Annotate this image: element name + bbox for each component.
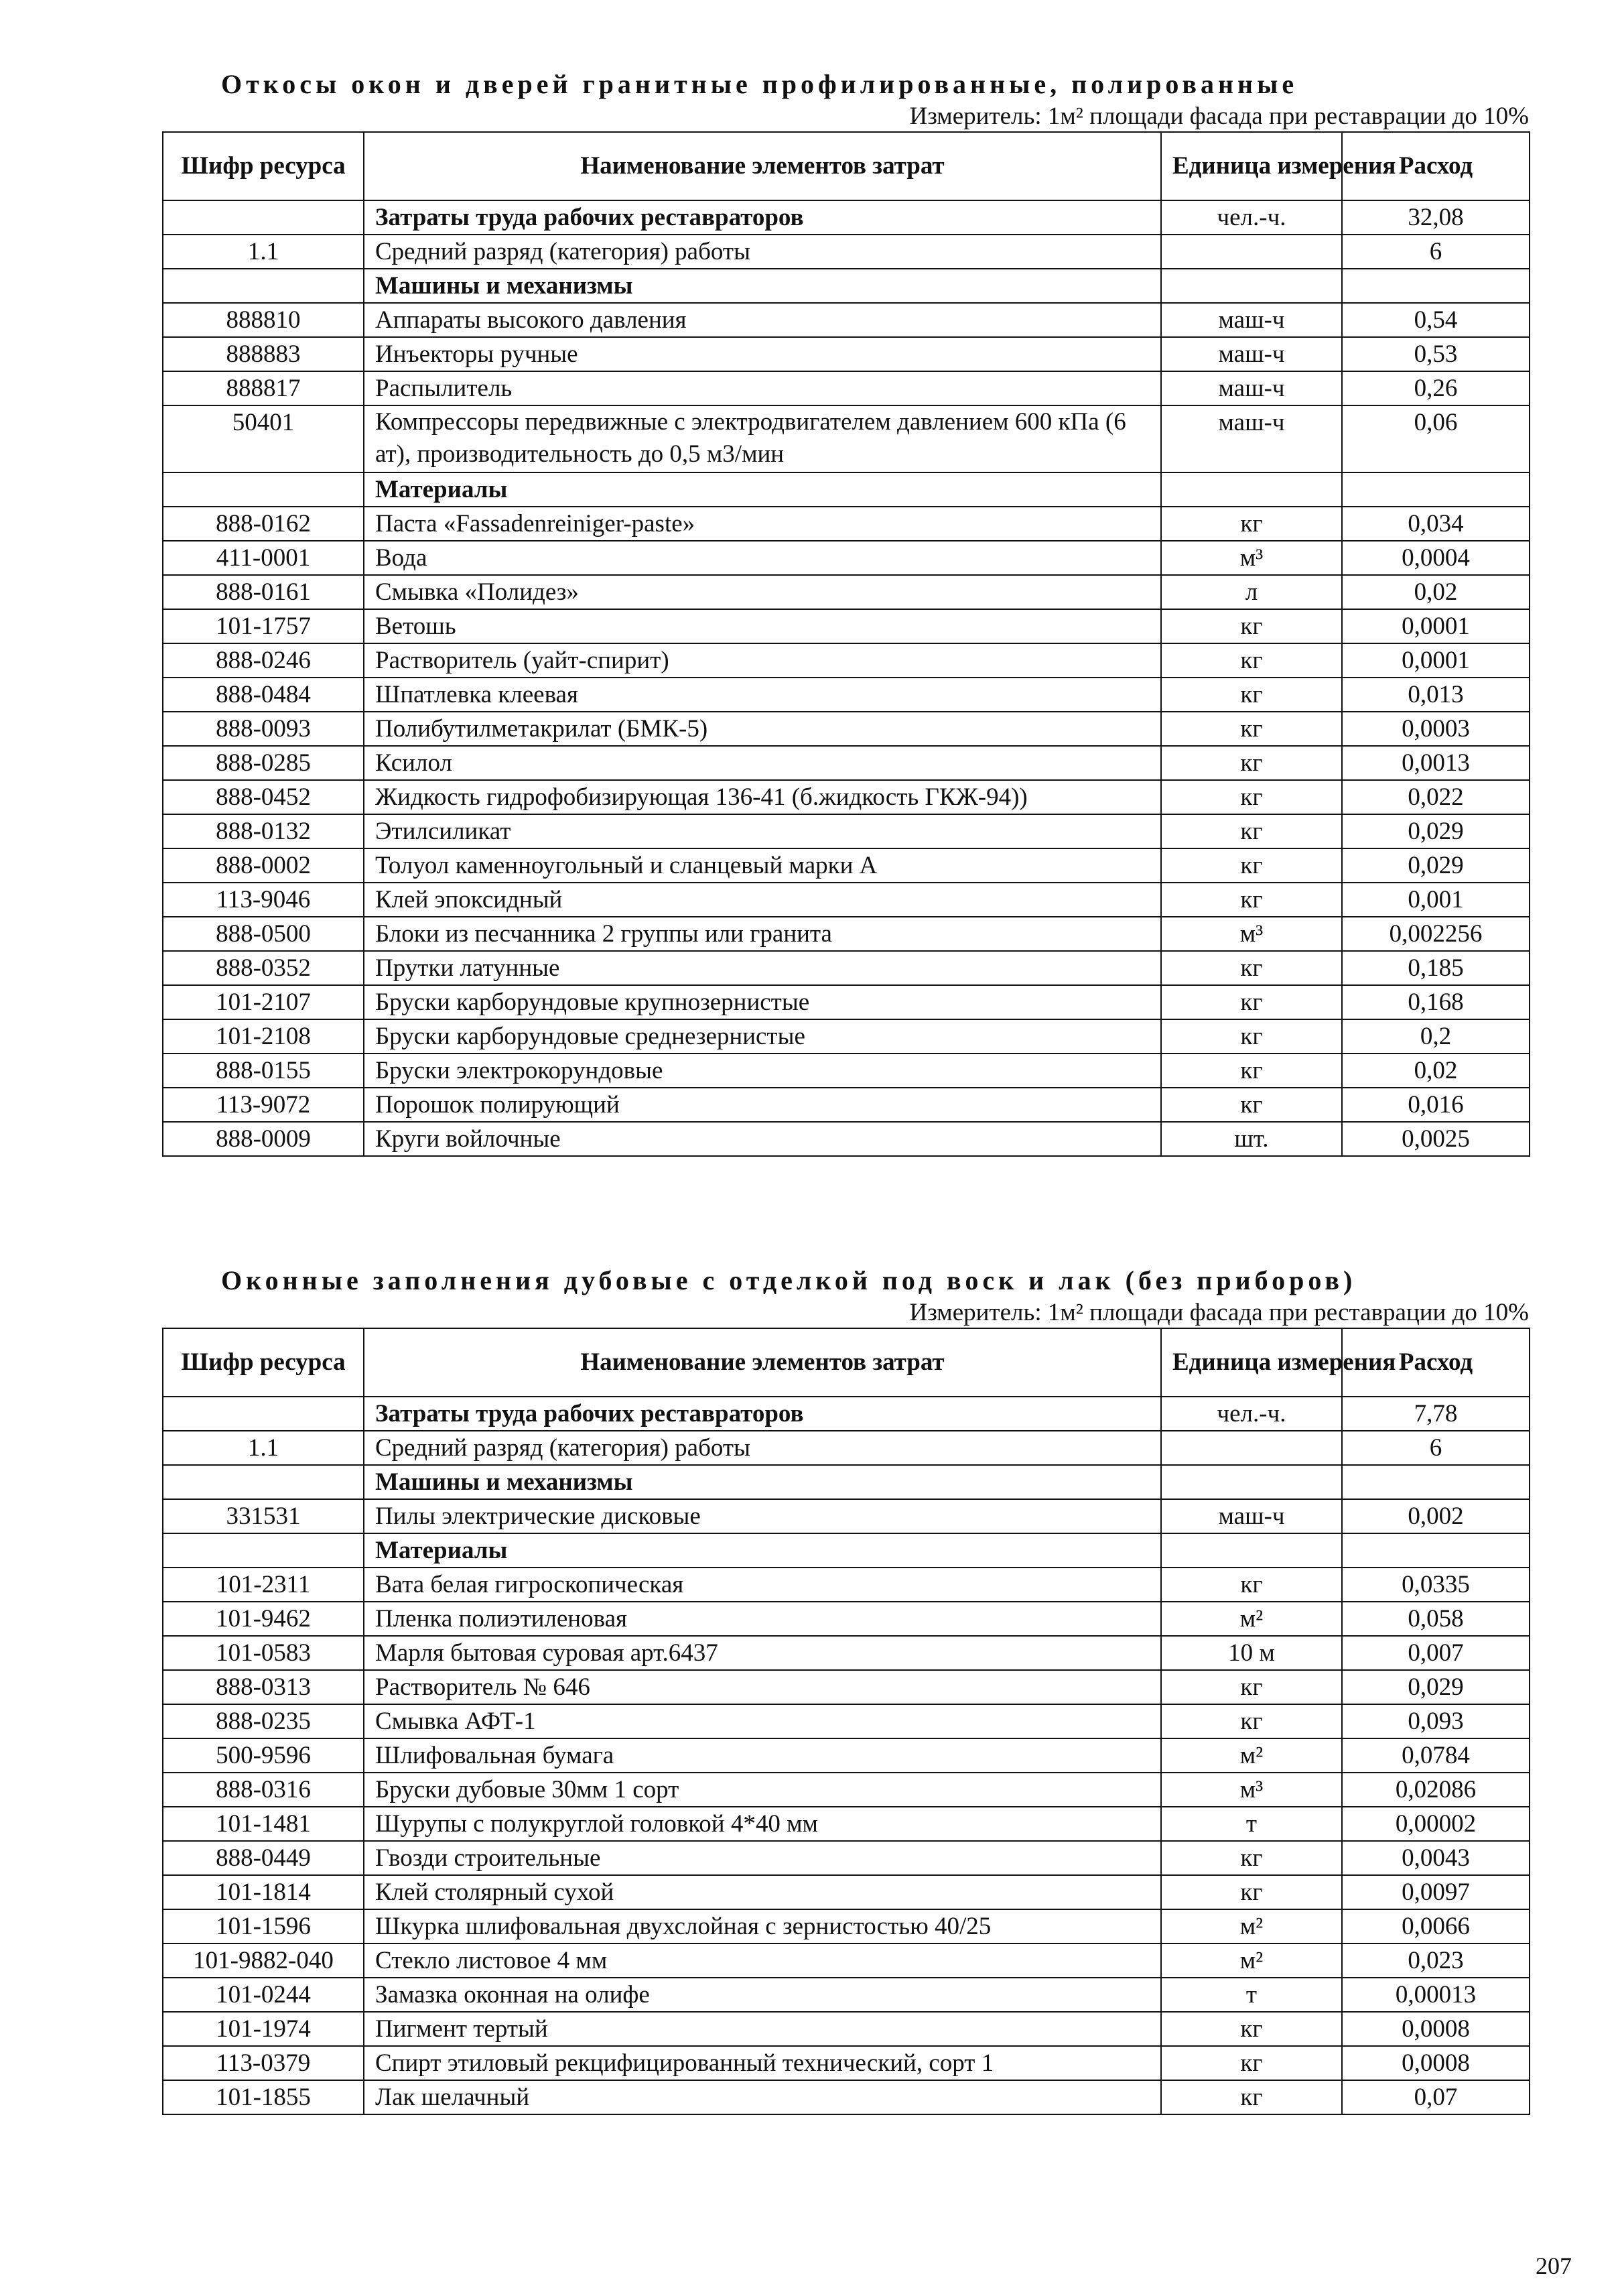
measure-unit-note: Измеритель: 1м² площади фасада при реставрации до 10% [909,103,1529,130]
resource-name-cell: Полибутилметакрилат (БМК-5) [364,712,1161,746]
resource-name-cell: Машины и механизмы [364,1465,1161,1499]
consumption-cell: 0,0066 [1342,1909,1530,1943]
unit-cell [1161,1431,1342,1465]
consumption-cell: 0,058 [1342,1602,1530,1636]
resource-name-cell: Бруски карборундовые крупнозернистые [364,985,1161,1019]
table-row [163,1054,1530,1088]
resource-code-cell: 411-0001 [163,541,364,575]
consumption-cell [1342,1465,1530,1499]
consumption-cell: 0,0335 [1342,1568,1530,1602]
resource-name-cell: Затраты труда рабочих реставраторов [364,1397,1161,1431]
unit-cell: кг [1161,746,1342,780]
section-oak-window-fillings [162,1263,1529,2115]
resource-name-cell: Ксилол [364,746,1161,780]
unit-cell: кг [1161,1704,1342,1738]
page-number: 207 [1536,2252,1572,2279]
table-row [163,1670,1530,1704]
resource-name-cell: Этилсиликат [364,814,1161,848]
unit-cell: м³ [1161,1773,1342,1807]
table-row [163,712,1530,746]
table-row [163,303,1530,337]
table-row [163,1978,1530,2012]
resource-name-cell: Шурупы с полукруглой головкой 4*40 мм [364,1807,1161,1841]
table-header-row [163,132,1530,200]
table-row [163,883,1530,917]
resource-name-cell: Лак шелачный [364,2080,1161,2114]
unit-cell: кг [1161,1670,1342,1704]
resource-code-cell: 888-0155 [163,1054,364,1088]
resource-name-cell: Стекло листовое 4 мм [364,1943,1161,1978]
resource-code-cell: 101-1757 [163,609,364,643]
consumption-cell: 0,093 [1342,1704,1530,1738]
consumption-cell: 0,0008 [1342,2012,1530,2046]
table-row [163,643,1530,678]
table-row [163,200,1530,235]
unit-cell: кг [1161,609,1342,643]
unit-cell [1161,235,1342,269]
unit-cell: кг [1161,1841,1342,1875]
table-row [163,1533,1530,1568]
resource-code-cell: 1.1 [163,1431,364,1465]
consumption-cell: 0,06 [1342,405,1530,472]
consumption-cell: 0,2 [1342,1019,1530,1054]
resource-code-cell: 888-0484 [163,678,364,712]
resource-code-cell: 888-0500 [163,917,364,951]
consumption-cell: 0,02 [1342,575,1530,609]
resource-name-cell: Жидкость гидрофобизирующая 136-41 (б.жидкость ГКЖ-94)) [364,780,1161,814]
table-row [163,848,1530,883]
table-row [163,1122,1530,1156]
resource-name-cell: Гвозди строительные [364,1841,1161,1875]
table-header-row [163,1328,1530,1397]
resource-name-cell: Аппараты высокого давления [364,303,1161,337]
consumption-cell: 0,0013 [1342,746,1530,780]
table-row [163,1568,1530,1602]
consumption-cell: 0,53 [1342,337,1530,371]
resource-code-cell: 1.1 [163,235,364,269]
resource-name-cell: Затраты труда рабочих реставраторов [364,200,1161,235]
resource-code-cell: 113-9072 [163,1088,364,1122]
resource-code-cell [163,269,364,303]
unit-cell: кг [1161,2012,1342,2046]
consumption-cell: 0,02 [1342,1054,1530,1088]
table-row [163,472,1530,507]
consumption-cell: 0,0025 [1342,1122,1530,1156]
resource-code-cell: 101-2108 [163,1019,364,1054]
resource-code-cell: 101-1481 [163,1807,364,1841]
unit-cell: м² [1161,1738,1342,1773]
resource-name-cell: Растворитель № 646 [364,1670,1161,1704]
consumption-cell: 0,00002 [1342,1807,1530,1841]
resource-table [162,131,1530,1157]
consumption-cell: 0,0043 [1342,1841,1530,1875]
consumption-cell: 0,029 [1342,848,1530,883]
unit-cell: кг [1161,848,1342,883]
table-row [163,1431,1530,1465]
consumption-cell: 7,78 [1342,1397,1530,1431]
unit-cell: кг [1161,643,1342,678]
table-row [163,814,1530,848]
table-row [163,575,1530,609]
table-row [163,235,1530,269]
consumption-cell: 0,0784 [1342,1738,1530,1773]
resource-name-cell: Компрессоры передвижные с электродвигателем давлением 600 кПа (6 ат), производительность до 0,5 м3/мин [364,405,1161,472]
unit-cell: чел.-ч. [1161,1397,1342,1431]
table-row [163,1019,1530,1054]
unit-cell: кг [1161,985,1342,1019]
resource-name-cell: Смывка «Полидез» [364,575,1161,609]
table-row [163,917,1530,951]
table-row [163,609,1530,643]
resource-code-cell: 113-9046 [163,883,364,917]
table-row [163,951,1530,985]
resource-table [162,1328,1530,2115]
table-row [163,1499,1530,1533]
unit-cell [1161,472,1342,507]
table-row [163,1875,1530,1909]
resource-name-cell: Шкурка шлифовальная двухслойная с зернистостью 40/25 [364,1909,1161,1943]
resource-code-cell: 331531 [163,1499,364,1533]
consumption-cell: 0,0003 [1342,712,1530,746]
unit-cell: чел.-ч. [1161,200,1342,235]
table-row [163,371,1530,405]
consumption-cell: 0,002256 [1342,917,1530,951]
resource-name-cell: Бруски дубовые 30мм 1 сорт [364,1773,1161,1807]
consumption-cell: 0,0004 [1342,541,1530,575]
unit-cell [1161,269,1342,303]
table-row [163,1465,1530,1499]
table-row [163,1807,1530,1841]
consumption-cell: 0,07 [1342,2080,1530,2114]
resource-code-cell: 101-1596 [163,1909,364,1943]
resource-name-cell: Инъекторы ручные [364,337,1161,371]
resource-code-cell: 888-0285 [163,746,364,780]
resource-name-cell: Смывка АФТ-1 [364,1704,1161,1738]
resource-name-cell: Клей эпоксидный [364,883,1161,917]
unit-cell: кг [1161,780,1342,814]
consumption-cell: 0,54 [1342,303,1530,337]
resource-code-cell: 101-2107 [163,985,364,1019]
consumption-cell: 0,0008 [1342,2046,1530,2080]
unit-cell: м² [1161,1602,1342,1636]
consumption-cell: 0,029 [1342,814,1530,848]
resource-name-cell: Вата белая гигроскопическая [364,1568,1161,1602]
resource-code-cell: 888-0161 [163,575,364,609]
resource-code-cell: 101-1855 [163,2080,364,2114]
header-unit: Единица измерения [1161,1328,1342,1397]
resource-code-cell [163,1465,364,1499]
consumption-cell: 0,26 [1342,371,1530,405]
table-row [163,678,1530,712]
table-row [163,2012,1530,2046]
table-row [163,985,1530,1019]
resource-code-cell: 101-9882-040 [163,1943,364,1978]
resource-name-cell: Машины и механизмы [364,269,1161,303]
unit-cell: кг [1161,1568,1342,1602]
consumption-cell: 0,002 [1342,1499,1530,1533]
consumption-cell: 6 [1342,1431,1530,1465]
unit-cell [1161,1533,1342,1568]
unit-cell: маш-ч [1161,303,1342,337]
resource-code-cell: 101-2311 [163,1568,364,1602]
resource-code-cell: 101-1814 [163,1875,364,1909]
table-row [163,2046,1530,2080]
header-name: Наименование элементов затрат [364,132,1161,200]
unit-cell: м³ [1161,541,1342,575]
resource-code-cell: 101-1974 [163,2012,364,2046]
unit-cell: кг [1161,814,1342,848]
resource-name-cell: Замазка оконная на олифе [364,1978,1161,2012]
resource-name-cell: Вода [364,541,1161,575]
table-row [163,541,1530,575]
unit-cell: кг [1161,2046,1342,2080]
resource-code-cell: 888817 [163,371,364,405]
resource-code-cell: 888-0352 [163,951,364,985]
unit-cell: кг [1161,1019,1342,1054]
resource-code-cell: 888-0235 [163,1704,364,1738]
resource-code-cell: 500-9596 [163,1738,364,1773]
resource-name-cell: Спирт этиловый рекцифицированный технический, сорт 1 [364,2046,1161,2080]
header-value: Расход [1342,132,1530,200]
unit-cell: м² [1161,1943,1342,1978]
unit-cell: т [1161,1807,1342,1841]
resource-code-cell: 101-0583 [163,1636,364,1670]
unit-cell: 10 м [1161,1636,1342,1670]
consumption-cell: 0,00013 [1342,1978,1530,2012]
resource-name-cell: Шпатлевка клеевая [364,678,1161,712]
unit-cell: кг [1161,2080,1342,2114]
table-row [163,1841,1530,1875]
table-row [163,507,1530,541]
consumption-cell: 6 [1342,235,1530,269]
consumption-cell: 0,023 [1342,1943,1530,1978]
table-row [163,1088,1530,1122]
resource-code-cell: 113-0379 [163,2046,364,2080]
unit-cell: маш-ч [1161,337,1342,371]
consumption-cell: 0,013 [1342,678,1530,712]
table-row [163,405,1530,472]
unit-cell: л [1161,575,1342,609]
table-row [163,1773,1530,1807]
unit-cell: кг [1161,1054,1342,1088]
resource-code-cell: 888-0313 [163,1670,364,1704]
resource-code-cell: 888-0132 [163,814,364,848]
header-value: Расход [1342,1328,1530,1397]
consumption-cell: 0,034 [1342,507,1530,541]
resource-name-cell: Круги войлочные [364,1122,1161,1156]
resource-code-cell: 888-0162 [163,507,364,541]
resource-name-cell: Бруски электрокорундовые [364,1054,1161,1088]
resource-code-cell [163,472,364,507]
unit-cell: кг [1161,1875,1342,1909]
consumption-cell: 0,0001 [1342,609,1530,643]
consumption-cell: 0,168 [1342,985,1530,1019]
unit-cell: кг [1161,883,1342,917]
consumption-cell: 0,185 [1342,951,1530,985]
resource-name-cell: Средний разряд (категория) работы [364,235,1161,269]
unit-cell: маш-ч [1161,405,1342,472]
resource-code-cell: 888-0246 [163,643,364,678]
unit-cell: шт. [1161,1122,1342,1156]
table-row [163,1636,1530,1670]
table-row [163,1738,1530,1773]
resource-name-cell: Блоки из песчанника 2 группы или гранита [364,917,1161,951]
resource-code-cell: 888-0009 [163,1122,364,1156]
resource-name-cell: Распылитель [364,371,1161,405]
unit-cell: т [1161,1978,1342,2012]
header-unit: Единица измерения [1161,132,1342,200]
resource-name-cell: Порошок полирующий [364,1088,1161,1122]
unit-cell: м³ [1161,917,1342,951]
resource-code-cell [163,1533,364,1568]
consumption-cell [1342,269,1530,303]
consumption-cell: 0,016 [1342,1088,1530,1122]
resource-code-cell: 888810 [163,303,364,337]
resource-code-cell: 888-0449 [163,1841,364,1875]
consumption-cell [1342,1533,1530,1568]
resource-name-cell: Растворитель (уайт-спирит) [364,643,1161,678]
consumption-cell: 32,08 [1342,200,1530,235]
table-row [163,1397,1530,1431]
unit-cell: кг [1161,507,1342,541]
unit-cell: маш-ч [1161,371,1342,405]
unit-cell: кг [1161,1088,1342,1122]
unit-cell: кг [1161,678,1342,712]
resource-name-cell: Клей столярный сухой [364,1875,1161,1909]
unit-cell: маш-ч [1161,1499,1342,1533]
header-code: Шифр ресурса [163,132,364,200]
resource-code-cell: 50401 [163,405,364,472]
resource-code-cell: 888-0452 [163,780,364,814]
section-window-door-slopes [162,67,1529,1157]
consumption-cell: 0,0001 [1342,643,1530,678]
consumption-cell: 0,001 [1342,883,1530,917]
resource-name-cell: Марля бытовая суровая арт.6437 [364,1636,1161,1670]
resource-name-cell: Паста «Fassadenreiniger-paste» [364,507,1161,541]
unit-cell [1161,1465,1342,1499]
header-code: Шифр ресурса [163,1328,364,1397]
resource-code-cell: 888-0093 [163,712,364,746]
resource-name-cell: Толуол каменноугольный и сланцевый марки А [364,848,1161,883]
resource-name-cell: Материалы [364,1533,1161,1568]
unit-cell: м² [1161,1909,1342,1943]
consumption-cell: 0,022 [1342,780,1530,814]
resource-code-cell [163,200,364,235]
resource-code-cell: 101-9462 [163,1602,364,1636]
table-row [163,2080,1530,2114]
consumption-cell: 0,02086 [1342,1773,1530,1807]
section-title: Оконные заполнения дубовые с отделкой под воск и лак (без приборов) [221,1265,1357,1295]
table-row [163,1704,1530,1738]
resource-name-cell: Бруски карборундовые среднезернистые [364,1019,1161,1054]
consumption-cell: 0,029 [1342,1670,1530,1704]
table-row [163,337,1530,371]
resource-name-cell: Ветошь [364,609,1161,643]
unit-cell: кг [1161,951,1342,985]
resource-name-cell: Прутки латунные [364,951,1161,985]
table-row [163,746,1530,780]
section-title: Откосы окон и дверей гранитные профилированные, полированные [221,69,1298,99]
resource-code-cell: 888-0316 [163,1773,364,1807]
resource-name-cell: Шлифовальная бумага [364,1738,1161,1773]
resource-code-cell: 888-0002 [163,848,364,883]
unit-cell: кг [1161,712,1342,746]
resource-code-cell: 101-0244 [163,1978,364,2012]
measure-unit-note: Измеритель: 1м² площади фасада при реставрации до 10% [909,1299,1529,1326]
resource-name-cell: Пилы электрические дисковые [364,1499,1161,1533]
table-row [163,269,1530,303]
header-name: Наименование элементов затрат [364,1328,1161,1397]
table-row [163,1909,1530,1943]
resource-code-cell [163,1397,364,1431]
table-row [163,780,1530,814]
resource-name-cell: Средний разряд (категория) работы [364,1431,1161,1465]
resource-name-cell: Пигмент тертый [364,2012,1161,2046]
consumption-cell: 0,0097 [1342,1875,1530,1909]
consumption-cell [1342,472,1530,507]
consumption-cell: 0,007 [1342,1636,1530,1670]
table-row [163,1602,1530,1636]
resource-code-cell: 888883 [163,337,364,371]
resource-name-cell: Пленка полиэтиленовая [364,1602,1161,1636]
table-row [163,1943,1530,1978]
resource-name-cell: Материалы [364,472,1161,507]
